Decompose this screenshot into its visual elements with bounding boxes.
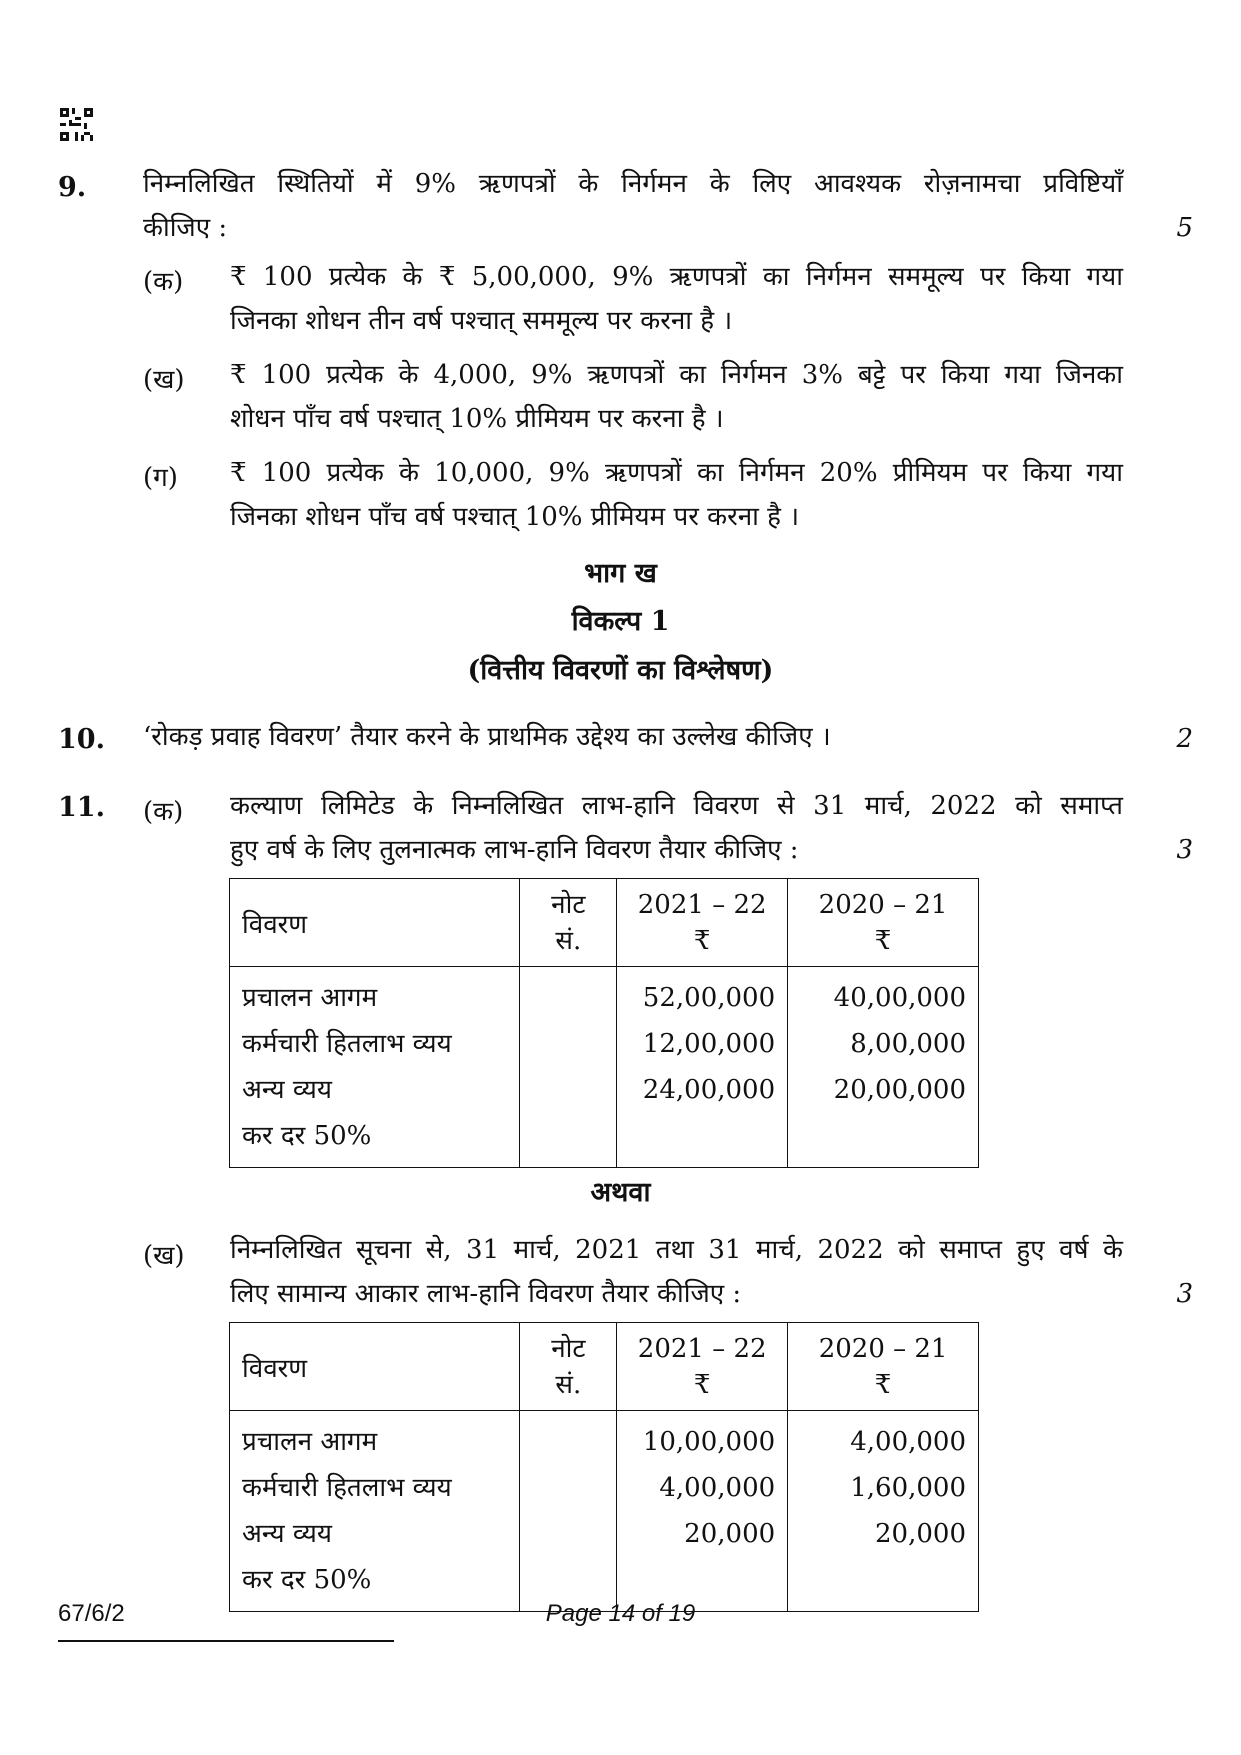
row-label: अन्य व्यय xyxy=(242,1075,332,1105)
row-value xyxy=(617,1113,775,1159)
rupee-symbol: ₹ xyxy=(874,1369,892,1400)
year-1-column xyxy=(617,1411,788,1612)
sub-part-text: शोधन पाँच वर्ष पश्चात् 10% प्रीमियम पर करना है । xyxy=(230,404,724,434)
header-note-label: नोट xyxy=(551,1333,586,1364)
header-particulars: विवरण xyxy=(230,879,520,967)
sub-part-text: जिनका शोधन पाँच वर्ष पश्चात् 10% प्रीमियम पर करना है । xyxy=(230,502,800,532)
sub-part-label: (ग) xyxy=(143,463,178,493)
question-number: 11. xyxy=(58,792,105,823)
row-label: कर्मचारी हितलाभ व्यय xyxy=(242,1029,452,1059)
table-header-row xyxy=(230,879,979,967)
common-size-statement-table xyxy=(229,1322,979,1612)
year-1-column xyxy=(617,967,788,1168)
row-label: प्रचालन आगम xyxy=(242,983,378,1013)
note-column xyxy=(520,967,617,1168)
row-value: 1,60,000 xyxy=(850,1473,966,1503)
question-text: ‘रोकड़ प्रवाह विवरण’ तैयार करने के प्राथमिक उद्देश्य का उल्लेख कीजिए । xyxy=(143,722,831,752)
header-year-2 xyxy=(788,879,979,967)
sub-part-text: ₹ 100 प्रत्येक के 10,000, 9% ऋणपत्रों का निर्गमन 20% प्रीमियम पर किया गया xyxy=(230,458,1123,488)
sub-part-text: लिए सामान्य आकार लाभ-हानि विवरण तैयार कीजिए : xyxy=(230,1279,742,1309)
row-label: कर दर 50% xyxy=(242,1565,372,1595)
row-value xyxy=(617,1557,775,1603)
marks: 3 xyxy=(1176,1279,1193,1309)
header-year-1 xyxy=(617,1323,788,1411)
header-year-label: 2021 – 22 xyxy=(637,1333,767,1364)
row-value: 8,00,000 xyxy=(850,1029,966,1059)
sub-part-text: हुए वर्ष के लिए तुलनात्मक लाभ-हानि विवरण तैयार कीजिए : xyxy=(230,835,799,865)
rupee-symbol: ₹ xyxy=(693,925,711,956)
or-separator: अथवा xyxy=(590,1177,651,1208)
row-value: 20,000 xyxy=(875,1519,966,1549)
qr-code-icon xyxy=(60,108,93,141)
rupee-symbol: ₹ xyxy=(874,925,892,956)
header-note-no xyxy=(520,879,617,967)
row-label: प्रचालन आगम xyxy=(242,1427,378,1457)
sub-part-label: (ख) xyxy=(143,1241,185,1271)
header-particulars: विवरण xyxy=(230,1323,520,1411)
row-label: कर दर 50% xyxy=(242,1121,372,1151)
question-text-line: निम्नलिखित स्थितियों में 9% ऋणपत्रों के निर्गमन के लिए आवश्यक रोज़नामचा प्रविष्टियाँ xyxy=(143,169,1123,199)
row-value xyxy=(788,1113,966,1159)
particulars-column xyxy=(230,967,520,1168)
question-number: 9. xyxy=(58,172,87,203)
year-2-column xyxy=(788,967,979,1168)
row-value: 10,00,000 xyxy=(642,1427,776,1457)
question-number: 10. xyxy=(58,724,105,755)
header-year-label: 2020 – 21 xyxy=(818,1333,948,1364)
sub-part-text: जिनका शोधन तीन वर्ष पश्चात् सममूल्य पर करना है । xyxy=(230,306,733,336)
marks: 5 xyxy=(1176,213,1193,243)
sub-part-text: निम्नलिखित सूचना से, 31 मार्च, 2021 तथा 31 मार्च, 2022 को समाप्त हुए वर्ष के xyxy=(230,1235,1123,1265)
section-option-heading: विकल्प 1 xyxy=(571,606,670,637)
sub-part-label: (क) xyxy=(143,797,184,827)
section-subtitle: (वित्तीय विवरणों का विश्लेषण) xyxy=(467,655,774,686)
row-value: 20,000 xyxy=(684,1519,776,1549)
header-note-label: नोट xyxy=(551,889,586,920)
row-value: 4,00,000 xyxy=(659,1473,776,1503)
row-value xyxy=(788,1557,966,1603)
footer-divider xyxy=(58,1640,394,1642)
question-text-line: कीजिए : xyxy=(143,213,228,243)
header-note-no xyxy=(520,1323,617,1411)
table-body-row xyxy=(230,967,979,1168)
sub-part-text: ₹ 100 प्रत्येक के 4,000, 9% ऋणपत्रों का निर्गमन 3% बट्टे पर किया गया जिनका xyxy=(230,360,1123,390)
rupee-symbol: ₹ xyxy=(693,1369,711,1400)
header-year-1 xyxy=(617,879,788,967)
note-column xyxy=(520,1411,617,1612)
header-year-2 xyxy=(788,1323,979,1411)
page-number: Page 14 of 19 xyxy=(545,1600,696,1627)
row-value: 24,00,000 xyxy=(642,1075,776,1105)
header-year-label: 2020 – 21 xyxy=(818,889,948,920)
header-year-label: 2021 – 22 xyxy=(637,889,767,920)
row-label: कर्मचारी हितलाभ व्यय xyxy=(242,1473,452,1503)
table-body-row xyxy=(230,1411,979,1612)
section-part-heading: भाग ख xyxy=(584,558,657,589)
marks: 3 xyxy=(1176,835,1193,865)
comparative-statement-table xyxy=(229,878,979,1168)
row-value: 4,00,000 xyxy=(850,1427,966,1457)
paper-code: 67/6/2 xyxy=(58,1600,125,1627)
sub-part-label: (क) xyxy=(143,267,184,297)
row-value: 52,00,000 xyxy=(642,983,776,1013)
table-header-row xyxy=(230,1323,979,1411)
row-label: अन्य व्यय xyxy=(242,1519,332,1549)
sub-part-text: ₹ 100 प्रत्येक के ₹ 5,00,000, 9% ऋणपत्रों का निर्गमन सममूल्य पर किया गया xyxy=(230,262,1123,292)
row-value: 40,00,000 xyxy=(833,983,966,1013)
particulars-column xyxy=(230,1411,520,1612)
sub-part-text: कल्याण लिमिटेड के निम्नलिखित लाभ-हानि विवरण से 31 मार्च, 2022 को समाप्त xyxy=(230,791,1123,821)
row-value: 12,00,000 xyxy=(642,1029,776,1059)
header-note-abbr: सं. xyxy=(555,1369,582,1400)
header-note-abbr: सं. xyxy=(555,925,582,956)
year-2-column xyxy=(788,1411,979,1612)
row-value: 20,00,000 xyxy=(833,1075,966,1105)
marks: 2 xyxy=(1176,724,1193,754)
sub-part-label: (ख) xyxy=(143,365,185,395)
